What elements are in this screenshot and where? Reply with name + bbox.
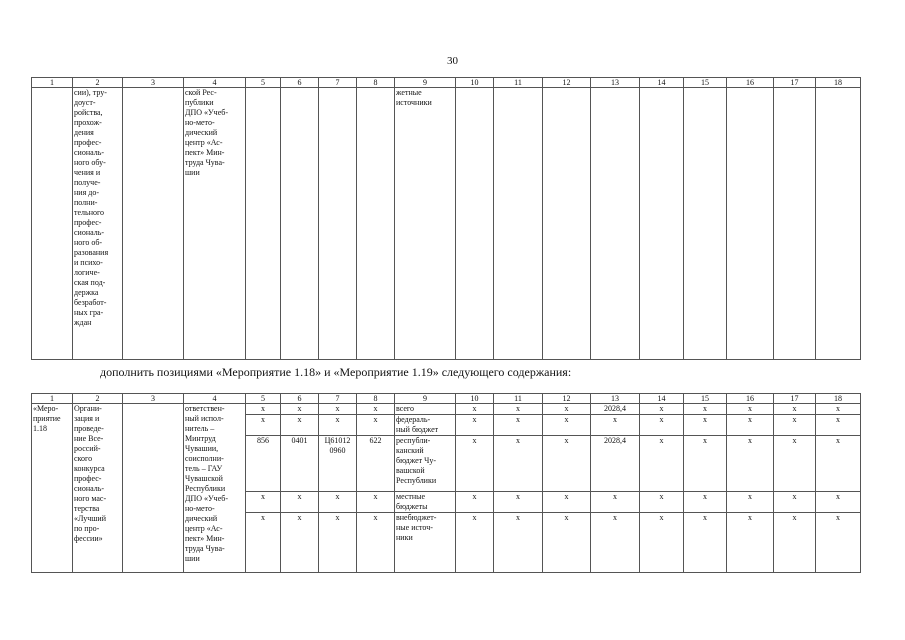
cell-measure-number: «Меро- приятие 1.18: [32, 404, 73, 573]
cell-c17: x: [774, 415, 816, 436]
column-header-11: 11: [494, 394, 543, 404]
cell-col3: [123, 404, 184, 573]
column-header-16: 16: [727, 394, 774, 404]
cell-c14: x: [640, 436, 684, 492]
column-header-3: 3: [123, 78, 184, 88]
column-header-12: 12: [543, 78, 591, 88]
cell-c11: x: [494, 492, 543, 513]
cell-c12: x: [543, 404, 591, 415]
column-header-13: 13: [591, 78, 640, 88]
cell-c5: x: [246, 492, 281, 513]
cell-c11: x: [494, 404, 543, 415]
cell-c17: x: [774, 492, 816, 513]
cell-c5: x: [246, 513, 281, 573]
cell-c14: x: [640, 404, 684, 415]
cell-c8: x: [357, 492, 395, 513]
cell-col16: [727, 88, 774, 360]
cell-c6: x: [281, 415, 319, 436]
cell-c15: x: [684, 404, 727, 415]
cell-c18: x: [816, 513, 861, 573]
cell-col5: [246, 88, 281, 360]
cell-c6: 0401: [281, 436, 319, 492]
column-header-18: 18: [816, 78, 861, 88]
column-header-18: 18: [816, 394, 861, 404]
cell-col1: [32, 88, 73, 360]
cell-c10: x: [456, 492, 494, 513]
cell-col8: [357, 88, 395, 360]
column-header-8: 8: [357, 78, 395, 88]
column-header-12: 12: [543, 394, 591, 404]
cell-c15: x: [684, 436, 727, 492]
cell-executor: ской Рес- публики ДПО «Учеб- но-мето- дический центр «Ас- пект» Мин- труда Чува- шии: [184, 88, 246, 360]
cell-c7: x: [319, 415, 357, 436]
cell-c9: местные бюджеты: [395, 492, 456, 513]
column-header-4: 4: [184, 78, 246, 88]
cell-c8: 622: [357, 436, 395, 492]
column-header-2: 2: [73, 394, 123, 404]
cell-c8: x: [357, 404, 395, 415]
column-header-5: 5: [246, 78, 281, 88]
column-header-16: 16: [727, 78, 774, 88]
cell-c7: x: [319, 492, 357, 513]
column-header-15: 15: [684, 78, 727, 88]
column-header-9: 9: [395, 78, 456, 88]
cell-c11: x: [494, 513, 543, 573]
cell-c16: x: [727, 404, 774, 415]
cell-c17: x: [774, 513, 816, 573]
cell-c16: x: [727, 513, 774, 573]
column-header-6: 6: [281, 78, 319, 88]
cell-c12: x: [543, 436, 591, 492]
header-row: [32, 394, 861, 404]
cell-c13: x: [591, 513, 640, 573]
cell-measure-name: Органи- зация и проведе- ние Все- россий- ского конкурса профес- сиональ- ного мас- терства «Лучший по про- фессии»: [73, 404, 123, 573]
cell-c10: x: [456, 415, 494, 436]
cell-c12: x: [543, 415, 591, 436]
cell-c5: x: [246, 415, 281, 436]
cell-c15: x: [684, 513, 727, 573]
cell-c8: x: [357, 415, 395, 436]
table-row: [32, 404, 861, 415]
cell-c15: x: [684, 415, 727, 436]
cell-c8: x: [357, 513, 395, 573]
cell-col7: [319, 88, 357, 360]
column-header-8: 8: [357, 394, 395, 404]
cell-c11: x: [494, 436, 543, 492]
cell-col3: [123, 88, 184, 360]
cell-c13: 2028,4: [591, 404, 640, 415]
column-header-15: 15: [684, 394, 727, 404]
cell-c7: x: [319, 513, 357, 573]
column-header-5: 5: [246, 394, 281, 404]
cell-c5: x: [246, 404, 281, 415]
cell-c16: x: [727, 492, 774, 513]
column-header-1: 1: [32, 78, 73, 88]
column-header-6: 6: [281, 394, 319, 404]
column-header-9: 9: [395, 394, 456, 404]
cell-executor: ответствен- ный испол- нитель – Минтруд Чувашии, соисполни- тель – ГАУ Чувашской Республики ДПО «Учеб- но-мето- дический центр «Ас- пект» Мин- труда Чува- шии: [184, 404, 246, 573]
cell-measure-name: сии), тру- доуст- ройства, прохож- дения профес- сиональ- ного обу- чения и получе- ния до- полни- тельного профес- сиональ- ного об- разования и психо- логиче- ская под- держка безработ- ных гра- ждан: [73, 88, 123, 360]
cell-col10: [456, 88, 494, 360]
amendment-caption: дополнить позициями «Мероприятие 1.18» и «Мероприятие 1.19» следующего содержания:: [100, 365, 572, 379]
column-header-7: 7: [319, 394, 357, 404]
cell-c12: x: [543, 513, 591, 573]
column-header-14: 14: [640, 78, 684, 88]
cell-c18: x: [816, 436, 861, 492]
cell-c11: x: [494, 415, 543, 436]
cell-col13: [591, 88, 640, 360]
column-header-11: 11: [494, 78, 543, 88]
cell-c9: республи- канский бюджет Чу- вашской Республики: [395, 436, 456, 492]
cell-c9: федераль- ный бюджет: [395, 415, 456, 436]
header-row: [32, 78, 861, 88]
measures-table: [31, 393, 861, 573]
cell-c10: x: [456, 404, 494, 415]
cell-c10: x: [456, 436, 494, 492]
cell-col6: [281, 88, 319, 360]
cell-c18: x: [816, 492, 861, 513]
cell-col14: [640, 88, 684, 360]
cell-c6: x: [281, 492, 319, 513]
column-header-10: 10: [456, 394, 494, 404]
page-number: 30: [447, 55, 458, 67]
column-header-10: 10: [456, 78, 494, 88]
cell-c7: x: [319, 404, 357, 415]
cell-c16: x: [727, 415, 774, 436]
column-header-3: 3: [123, 394, 184, 404]
column-header-14: 14: [640, 394, 684, 404]
cell-c18: x: [816, 415, 861, 436]
column-header-2: 2: [73, 78, 123, 88]
cell-c14: x: [640, 415, 684, 436]
cell-c17: x: [774, 404, 816, 415]
column-header-17: 17: [774, 78, 816, 88]
column-header-13: 13: [591, 394, 640, 404]
table-row: [32, 88, 861, 360]
cell-c10: x: [456, 513, 494, 573]
column-header-17: 17: [774, 394, 816, 404]
continuation-table: [31, 77, 861, 360]
cell-col17: [774, 88, 816, 360]
cell-c9: внебюджет- ные источ- ники: [395, 513, 456, 573]
cell-c14: x: [640, 513, 684, 573]
cell-c13: x: [591, 492, 640, 513]
cell-c9: всего: [395, 404, 456, 415]
column-header-4: 4: [184, 394, 246, 404]
cell-c6: x: [281, 513, 319, 573]
cell-c17: x: [774, 436, 816, 492]
cell-c16: x: [727, 436, 774, 492]
cell-c18: x: [816, 404, 861, 415]
cell-c7: Ц61012 0960: [319, 436, 357, 492]
cell-c13: x: [591, 415, 640, 436]
cell-c13: 2028,4: [591, 436, 640, 492]
cell-col18: [816, 88, 861, 360]
cell-col15: [684, 88, 727, 360]
column-header-7: 7: [319, 78, 357, 88]
cell-c6: x: [281, 404, 319, 415]
column-header-1: 1: [32, 394, 73, 404]
cell-c15: x: [684, 492, 727, 513]
cell-c12: x: [543, 492, 591, 513]
cell-col12: [543, 88, 591, 360]
cell-c5: 856: [246, 436, 281, 492]
cell-col11: [494, 88, 543, 360]
cell-source: жетные источники: [395, 88, 456, 360]
cell-c14: x: [640, 492, 684, 513]
